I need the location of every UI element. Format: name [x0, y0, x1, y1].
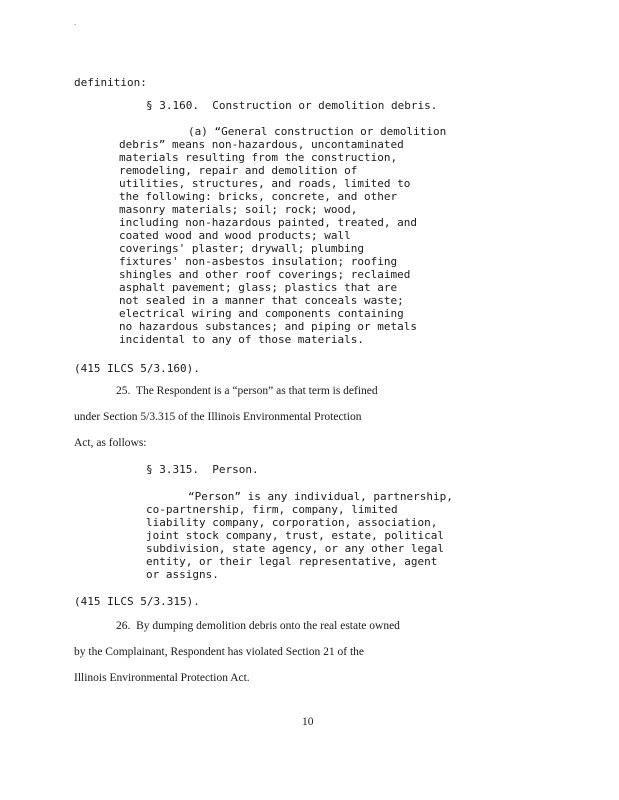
paragraph-25-line: 25. The Respondent is a “person” as that term is defined — [116, 385, 378, 397]
section-3160-line: incidental to any of those materials. — [119, 333, 365, 346]
section-3160-line: coverings' plaster; drywall; plumbing — [119, 242, 365, 255]
paragraph-26-line: by the Complainant, Respondent has violated Section 21 of the — [74, 646, 365, 658]
section-3315-line: subdivision, state agency, or any other legal — [146, 542, 445, 555]
section-3315-line: joint stock company, trust, estate, political — [146, 529, 445, 542]
section-3315-citation: (415 ILCS 5/3.315). — [74, 595, 200, 608]
section-3160-line: including non-hazardous painted, treated, and — [119, 216, 418, 229]
section-3160-line: utilities, structures, and roads, limited to — [119, 177, 411, 190]
section-3160-line: electrical wiring and components containing — [119, 307, 404, 320]
section-3160-line: remodeling, repair and demolition of — [119, 164, 358, 177]
section-3160-line: asphalt pavement; glass; plastics that are — [119, 281, 398, 294]
section-3160-line: fixtures' non-asbestos insulation; roofing — [119, 255, 398, 268]
section-3160-line: debris” means non-hazardous, uncontaminated — [119, 138, 404, 151]
paragraph-26-line: Illinois Environmental Protection Act. — [74, 672, 250, 684]
section-3160-heading: § 3.160. Construction or demolition debris. — [146, 99, 438, 112]
section-3160-line: no hazardous substances; and piping or metals — [119, 320, 418, 333]
section-3315-line: “Person” is any individual, partnership, — [188, 490, 453, 503]
scan-mark: . — [74, 18, 77, 27]
section-3160-line: materials resulting from the construction, — [119, 151, 398, 164]
section-3160-line: coated wood and wood products; wall — [119, 229, 351, 242]
section-3160-line: the following: bricks, concrete, and other — [119, 190, 398, 203]
section-3160-line: not sealed in a manner that conceals waste; — [119, 294, 404, 307]
section-3315-line: entity, or their legal representative, agent — [146, 555, 438, 568]
paragraph-26-line: 26. By dumping demolition debris onto the real estate owned — [116, 620, 400, 632]
page-number: 10 — [302, 716, 314, 728]
paragraph-25-line: under Section 5/3.315 of the Illinois Environmental Protection — [74, 411, 362, 423]
section-3315-heading: § 3.315. Person. — [146, 463, 259, 476]
section-3160-line: shingles and other roof coverings; reclaimed — [119, 268, 411, 281]
paragraph-25-line: Act, as follows: — [74, 437, 147, 449]
section-3160-citation: (415 ILCS 5/3.160). — [74, 362, 200, 375]
section-3315-line: liability company, corporation, association, — [146, 516, 438, 529]
section-3160-line: (a) “General construction or demolition — [188, 125, 447, 138]
section-3315-line: or assigns. — [146, 568, 219, 581]
section-3315-line: co-partnership, firm, company, limited — [146, 503, 398, 516]
intro-line: definition: — [74, 76, 147, 89]
section-3160-line: masonry materials; soil; rock; wood, — [119, 203, 358, 216]
